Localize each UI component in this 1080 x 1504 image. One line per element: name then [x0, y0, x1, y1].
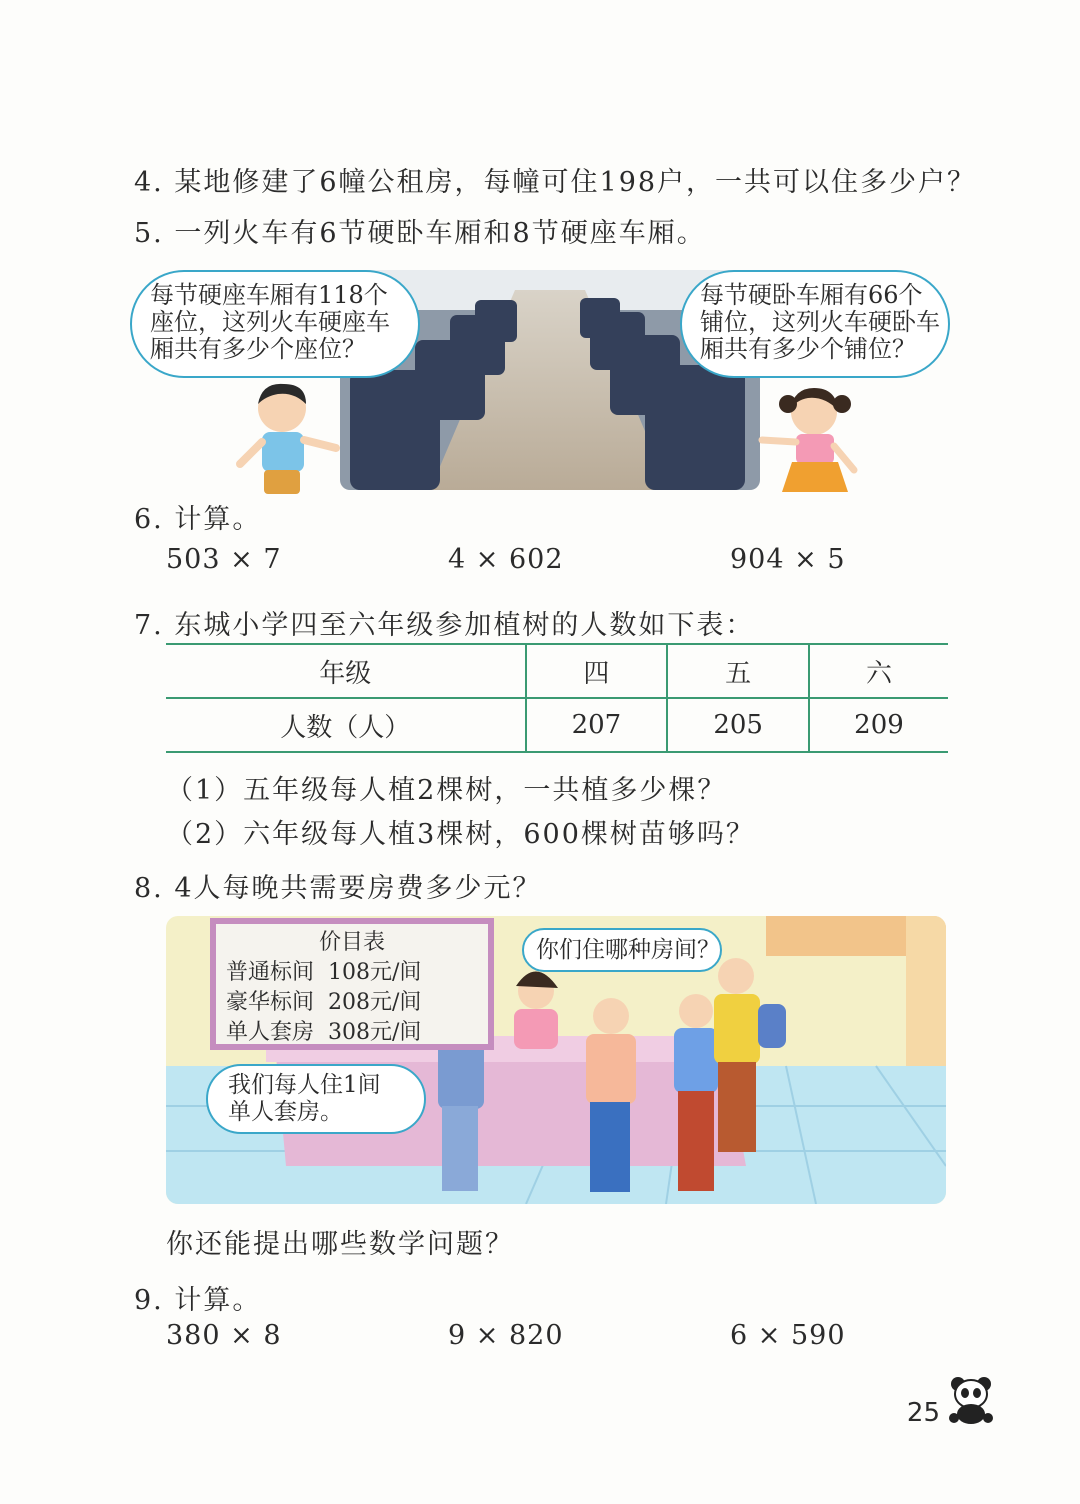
- calc-item: 503 × 7: [166, 544, 282, 575]
- room-type: 单人套房: [226, 1020, 315, 1045]
- calc-item: 6 × 590: [730, 1320, 846, 1351]
- bubble-line: 单人套房。: [228, 1099, 343, 1125]
- tree-planting-table: [166, 643, 948, 753]
- page-number: 25: [906, 1398, 940, 1428]
- bubble-line: 每节硬卧车厢有66个: [700, 281, 923, 309]
- table-cell: 209: [809, 698, 948, 752]
- bubble-line: 每节硬座车厢有118个: [150, 281, 388, 309]
- table-cell: 205: [667, 698, 809, 752]
- price-row: [216, 958, 488, 988]
- price-list-title: 价目表: [318, 930, 385, 955]
- question-7: 7. 东城小学四至六年级参加植树的人数如下表：: [134, 610, 755, 641]
- bubble-line: 座位，这列火车硬座车: [150, 308, 390, 336]
- table-cell: 207: [526, 698, 668, 752]
- price-row: [216, 1018, 488, 1048]
- price-list-board: [210, 918, 494, 1050]
- table-header-row: [166, 644, 948, 698]
- girl-illustration: [758, 384, 862, 496]
- room-price: 108元/间: [328, 960, 422, 985]
- calc-item: 380 × 8: [166, 1320, 282, 1351]
- panda-icon: [944, 1374, 998, 1426]
- table-cell: 人数（人）: [166, 698, 526, 752]
- speech-bubble-customer: [206, 1064, 426, 1134]
- question-8-followup: 你还能提出哪些数学问题？: [166, 1229, 514, 1260]
- table-cell: 年级: [166, 644, 526, 698]
- question-7-part-1: （1）五年级每人植2棵树，一共植多少棵？: [166, 775, 727, 806]
- room-price: 308元/间: [328, 1020, 422, 1045]
- question-8: 8. 4人每晚共需要房费多少元？: [134, 873, 542, 904]
- table-cell: 五: [667, 644, 809, 698]
- price-row: [216, 988, 488, 1018]
- speech-bubble-boy: [130, 270, 420, 378]
- question-6: 6. 计算。: [134, 504, 262, 535]
- room-type: 普通标间: [226, 960, 315, 985]
- speech-bubble-clerk: 你们住哪种房间？: [522, 928, 722, 972]
- table-row: [166, 698, 948, 752]
- question-4: 4. 某地修建了6幢公租房，每幢可住198户，一共可以住多少户？: [134, 167, 977, 198]
- room-price: 208元/间: [328, 990, 422, 1015]
- calc-item: 904 × 5: [730, 544, 846, 575]
- table-cell: 四: [526, 644, 668, 698]
- bubble-line: 我们每人住1间: [228, 1072, 381, 1098]
- bubble-line: 厢共有多少个铺位？: [700, 335, 916, 363]
- speech-bubble-girl: [680, 270, 950, 378]
- boy-illustration: [232, 378, 342, 498]
- calc-item: 9 × 820: [448, 1320, 564, 1351]
- table-cell: 六: [809, 644, 948, 698]
- bubble-line: 铺位，这列火车硬卧车: [700, 308, 940, 336]
- question-9: 9. 计算。: [134, 1285, 262, 1316]
- room-type: 豪华标间: [226, 990, 315, 1015]
- question-5: 5. 一列火车有6节硬卧车厢和8节硬座车厢。: [134, 218, 706, 249]
- question-7-part-2: （2）六年级每人植3棵树，600棵树苗够吗？: [166, 819, 755, 850]
- bubble-line: 厢共有多少个座位？: [150, 335, 366, 363]
- calc-item: 4 × 602: [448, 544, 564, 575]
